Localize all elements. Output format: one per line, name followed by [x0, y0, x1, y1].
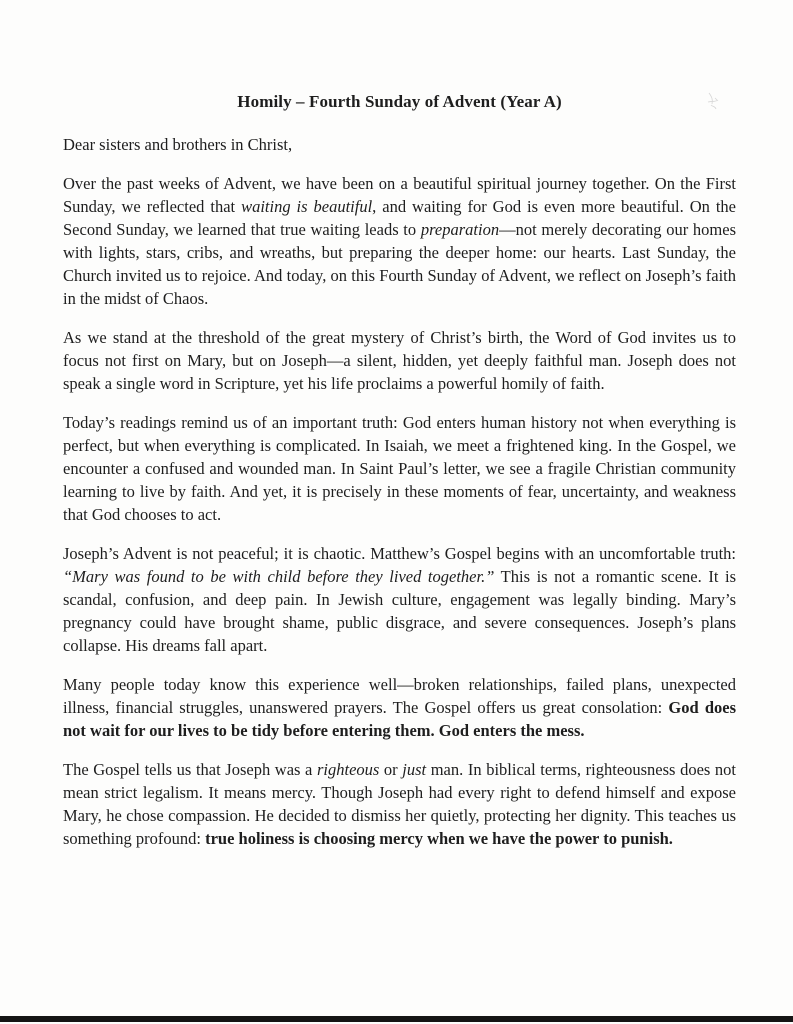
- text-run: true holiness is choosing mercy when we have the power to punish.: [205, 829, 673, 848]
- document-body: [63, 172, 736, 850]
- text-run: Over the past weeks of Advent, we have been on a beautiful spiritual journey together. On the First Sunday, we reflected that: [63, 174, 736, 216]
- text-run: The Gospel tells us that Joseph was a: [63, 760, 317, 779]
- paragraph: [63, 673, 736, 742]
- paragraph: [63, 172, 736, 310]
- text-run: God does not wait for our lives to be tidy before entering them. God enters the mess.: [63, 698, 737, 740]
- paragraph: [63, 758, 736, 850]
- document-title: Homily – Fourth Sunday of Advent (Year A): [237, 92, 562, 111]
- text-run: “Mary was found to be with child before they lived together.”: [63, 567, 495, 586]
- text-run: Today’s readings remind us of an important truth: God enters human history not when everything is perfect, but when everything is complicated. In Isaiah, we meet a frightened king. In the Gospel, we encounter a confused and wounded man. In Saint Paul’s letter, we see a fragile Christian community learning to live by faith. And yet, it is precisely in these moments of fear, uncertainty, and weakness that God chooses to act.: [63, 413, 736, 524]
- salutation: Dear sisters and brothers in Christ,: [63, 135, 293, 154]
- text-run: This is not a romantic scene. It is scandal, confusion, and deep pain. In Jewish culture, engagement was legally binding. Mary’s pregnancy could have brought shame, public disgrace, and severe consequences. Joseph’s plans collapse. His dreams fall apart.: [63, 567, 737, 655]
- text-run: As we stand at the threshold of the great mystery of Christ’s birth, the Word of God invites us to focus not first on Mary, but on Joseph—a silent, hidden, yet deeply faithful man. Joseph does not speak a single word in Scripture, yet his life proclaims a powerful homily of faith.: [63, 328, 736, 393]
- text-run: or: [379, 760, 403, 779]
- text-run: , and waiting for God is even more beautiful. On the Second Sunday, we learned that true waiting leads to: [63, 197, 736, 239]
- text-run: Joseph’s Advent is not peaceful; it is chaotic. Matthew’s Gospel begins with an uncomfortable truth:: [63, 544, 736, 563]
- text-run: preparation: [420, 220, 500, 239]
- text-run: Many people today know this experience well—broken relationships, failed plans, unexpected illness, financial struggles, unanswered prayers. The Gospel offers us great consolation:: [63, 675, 736, 717]
- text-run: just: [402, 760, 427, 779]
- text-run: —not merely decorating our homes with lights, stars, cribs, and wreaths, but preparing the deeper home: our hearts. Last Sunday, the Church invited us to rejoice. And today, on this Fourth Sunday of Advent, we reflect on Joseph’s faith in the midst of Chaos.: [63, 220, 736, 308]
- paragraph: [63, 542, 736, 657]
- paragraph: [63, 411, 736, 526]
- text-run: waiting is beautiful: [241, 197, 373, 216]
- text-run: man. In biblical terms, righteousness does not mean strict legalism. It means mercy. Though Joseph had every right to defend himself and expose Mary, he chose compassion. He decided to dismiss her quietly, protecting her dignity. This teaches us something profound:: [63, 760, 736, 848]
- text-run: righteous: [316, 760, 380, 779]
- paragraph: [63, 326, 736, 395]
- scan-edge-bar: [0, 1016, 793, 1022]
